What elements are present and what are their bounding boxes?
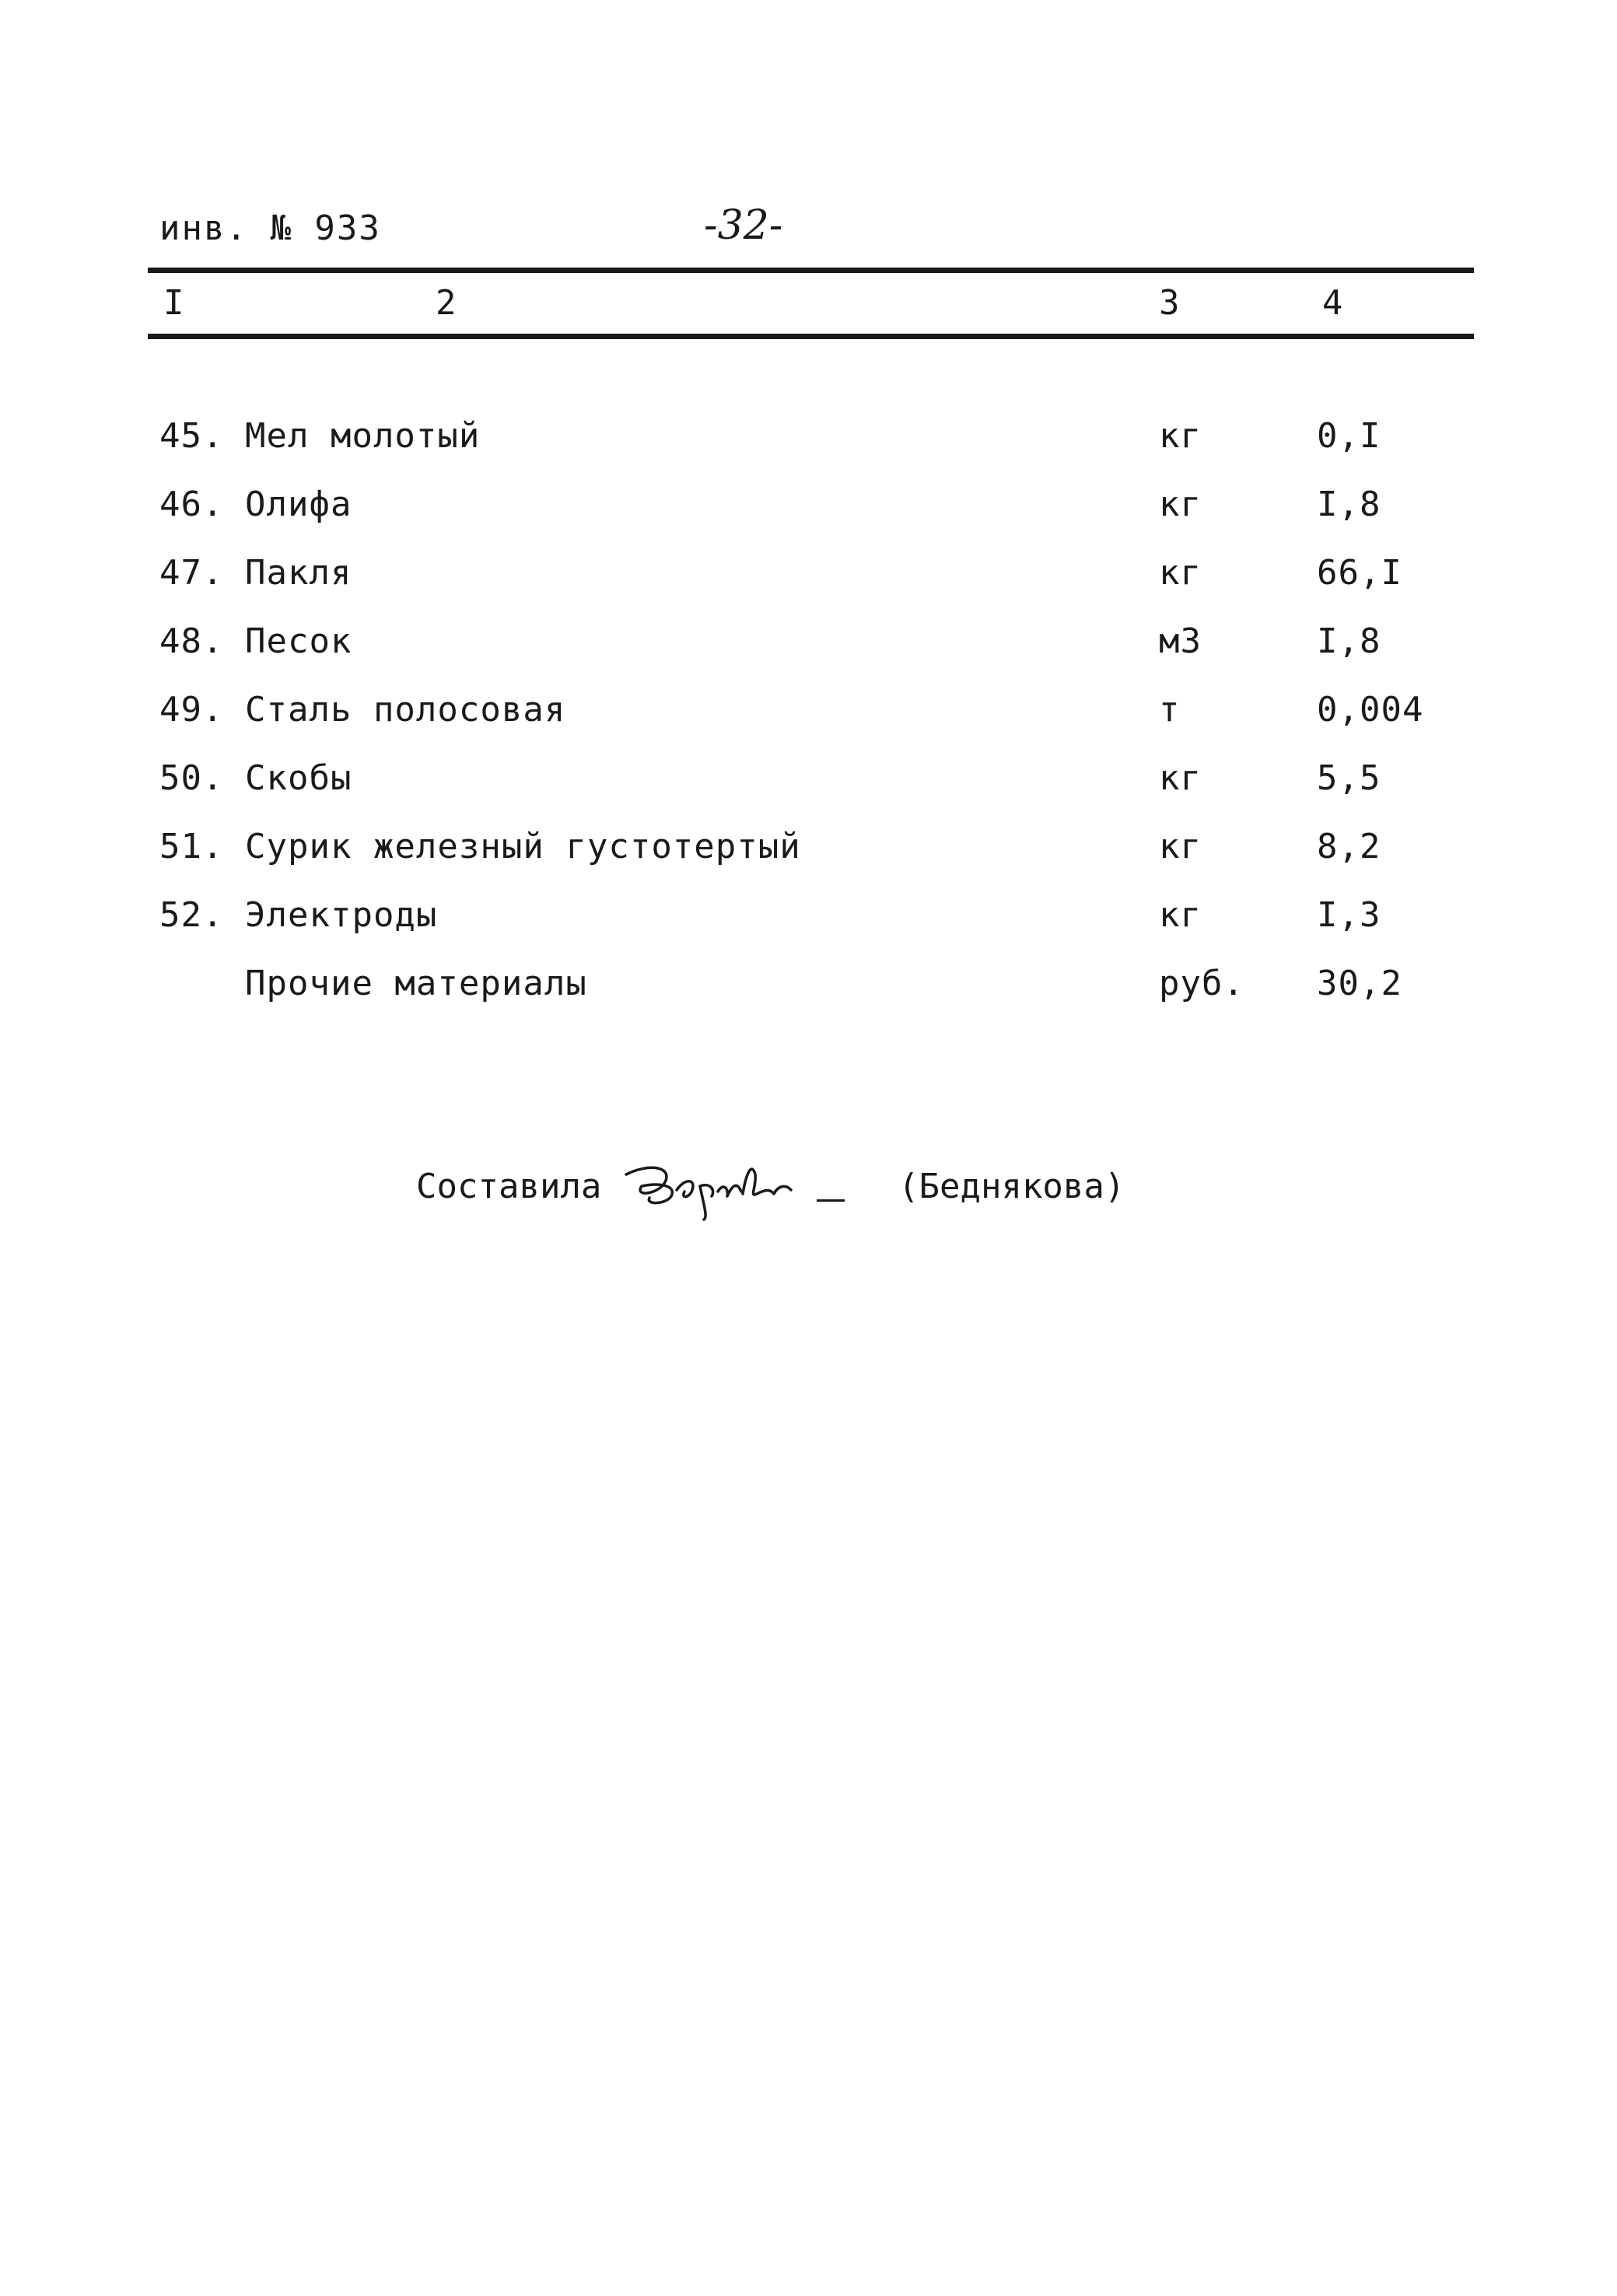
unit: кг: [1159, 416, 1202, 456]
handwritten-signature: [618, 1151, 797, 1221]
signature-dash: [817, 1199, 845, 1202]
table-row: [159, 895, 1474, 964]
column-number-4: 4: [1322, 283, 1343, 323]
table-row: [159, 416, 1474, 485]
table-row: [159, 964, 1474, 1032]
unit: кг: [1159, 827, 1202, 866]
unit: м3: [1159, 621, 1202, 661]
material-name: Сурик железный густотертый: [245, 827, 801, 866]
signatory-name: (Беднякова): [898, 1167, 1125, 1206]
material-name: Мел молотый: [245, 416, 481, 456]
header-rule-top: [148, 268, 1474, 273]
unit: руб.: [1159, 964, 1244, 1003]
unit: т: [1159, 690, 1181, 730]
row-number: 51.: [159, 827, 224, 866]
table-row: [159, 553, 1474, 621]
row-number: 50.: [159, 758, 224, 798]
material-name: Олифа: [245, 485, 352, 524]
unit: кг: [1159, 485, 1202, 524]
quantity: 0,I: [1317, 416, 1381, 456]
row-number: 47.: [159, 553, 224, 593]
header-rule-bottom: [148, 334, 1474, 339]
unit: кг: [1159, 895, 1202, 935]
row-number: 46.: [159, 485, 224, 524]
signature-block: [416, 1151, 1194, 1221]
table-row: [159, 690, 1474, 758]
column-number-3: 3: [1159, 283, 1180, 323]
material-name: Скобы: [245, 758, 352, 798]
material-name: Электроды: [245, 895, 438, 935]
table-row: [159, 758, 1474, 827]
table-row: [159, 827, 1474, 895]
inventory-number: инв. № 933: [159, 208, 381, 248]
materials-table: [159, 416, 1474, 1032]
quantity: I,8: [1317, 485, 1381, 524]
quantity: 0,004: [1317, 690, 1424, 730]
column-number-1: I: [163, 283, 184, 323]
signature-label: Составила: [416, 1167, 602, 1206]
unit: кг: [1159, 758, 1202, 798]
row-number: 49.: [159, 690, 224, 730]
material-name: Пакля: [245, 553, 352, 593]
column-number-2: 2: [436, 283, 457, 323]
material-name: Песок: [245, 621, 352, 661]
quantity: 66,I: [1317, 553, 1402, 593]
unit: кг: [1159, 553, 1202, 593]
table-row: [159, 621, 1474, 690]
page-header: [159, 202, 1474, 263]
material-name: Сталь полосовая: [245, 690, 566, 730]
quantity: 30,2: [1317, 964, 1402, 1003]
row-number: 52.: [159, 895, 224, 935]
row-number: 48.: [159, 621, 224, 661]
page-number: -32-: [704, 202, 783, 249]
quantity: 8,2: [1317, 827, 1381, 866]
material-name: Прочие материалы: [245, 964, 587, 1003]
column-numbers: [159, 283, 1474, 330]
quantity: I,8: [1317, 621, 1381, 661]
quantity: 5,5: [1317, 758, 1381, 798]
quantity: I,3: [1317, 895, 1381, 935]
row-number: 45.: [159, 416, 224, 456]
table-row: [159, 485, 1474, 553]
